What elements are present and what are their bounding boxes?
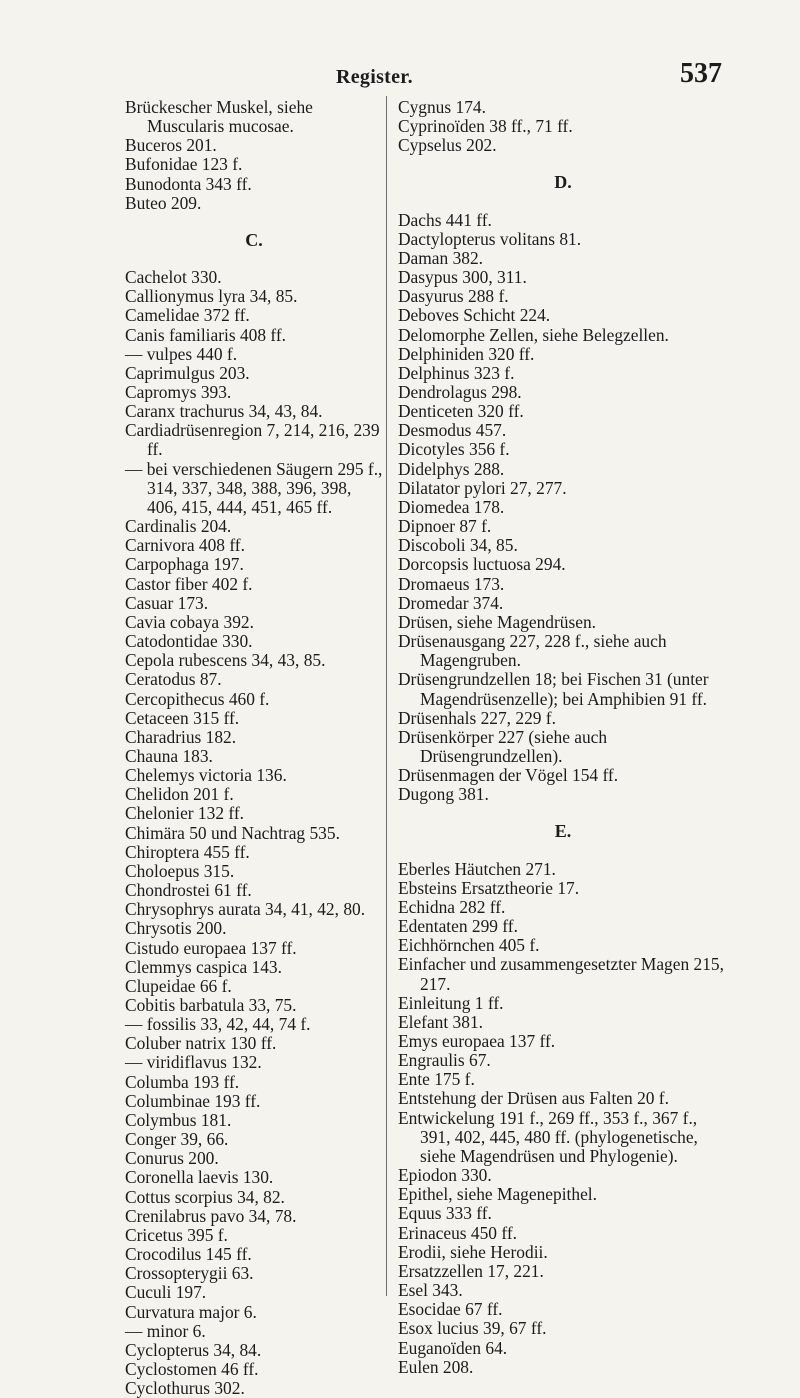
- section-letter: D.: [554, 172, 572, 193]
- index-entry: Buceros 201.: [125, 135, 217, 156]
- index-entry: Dendrolagus 298.: [398, 382, 522, 403]
- index-entry: Cottus scorpius 34, 82.: [125, 1186, 285, 1207]
- index-entry: Bunodonta 343 ff.: [125, 173, 252, 194]
- index-entry: Chelidon 201 f.: [125, 784, 234, 805]
- index-entry: Cavia cobaya 392.: [125, 611, 254, 632]
- index-entry: Clupeidae 66 f.: [125, 975, 232, 996]
- index-entry: Dasyurus 288 f.: [398, 286, 509, 307]
- index-entry: Chelonier 132 ff.: [125, 803, 244, 824]
- index-entry: Dicotyles 356 f.: [398, 439, 510, 460]
- index-entry: Ebsteins Ersatztheorie 17.: [398, 877, 580, 898]
- index-entry: Delphinus 323 f.: [398, 362, 515, 383]
- index-entry: Cardinalis 204.: [125, 516, 232, 537]
- index-entry: Columbinae 193 ff.: [125, 1090, 261, 1111]
- section-letter: E.: [554, 821, 572, 842]
- index-entry: Cachelot 330.: [125, 267, 222, 288]
- index-entry: Euganoïden 64.: [398, 1337, 508, 1358]
- index-entry: Entwickelung 191 f., 269 ff., 353 f., 367 f., 391, 402, 445, 480 ff. (phylogenetische, siehe Magendrüsen und Phylogenie).: [398, 1107, 698, 1166]
- index-entry: Canis familiaris 408 ff.: [125, 324, 286, 345]
- index-entry: Colymbus 181.: [125, 1109, 232, 1130]
- index-entry: Cygnus 174.: [398, 97, 486, 117]
- index-entry: Cercopithecus 460 f.: [125, 688, 270, 709]
- index-entry: Crocodilus 145 ff.: [125, 1244, 252, 1265]
- index-entry: Clemmys caspica 143.: [125, 956, 282, 977]
- index-entry: Columba 193 ff.: [125, 1071, 240, 1092]
- index-entry: Cyclostomen 46 ff.: [125, 1358, 259, 1379]
- index-entry: Bufonidae 123 f.: [125, 154, 243, 175]
- index-entry: Delomorphe Zellen, siehe Belegzellen.: [398, 324, 669, 345]
- index-entry: Einleitung 1 ff.: [398, 992, 504, 1013]
- index-entry: — bei verschiedenen Säugern 295 f., 314, 337, 348, 388, 396, 398, 406, 415, 444, 451, 465 ff.: [125, 458, 383, 517]
- index-entry: Conurus 200.: [125, 1148, 219, 1169]
- index-entry: Cyclopterus 34, 84.: [125, 1339, 262, 1360]
- index-entry: Cypselus 202.: [398, 135, 497, 156]
- index-entry: Desmodus 457.: [398, 420, 507, 441]
- index-entry: Coronella laevis 130.: [125, 1167, 274, 1188]
- index-entry: Cepola rubescens 34, 43, 85.: [125, 650, 326, 671]
- index-entry: Dachs 441 ff.: [398, 209, 492, 230]
- index-entry: Dasypus 300, 311.: [398, 267, 527, 288]
- index-entry: Buteo 209.: [125, 192, 202, 213]
- index-entry: Dugong 381.: [398, 784, 489, 805]
- index-entry: Chrysophrys aurata 34, 41, 42, 80.: [125, 899, 366, 920]
- index-entry: Esel 343.: [398, 1280, 463, 1301]
- index-entry: Dipnoer 87 f.: [398, 516, 492, 537]
- index-entry: Drüsenhals 227, 229 f.: [398, 707, 556, 728]
- index-entry: Chimära 50 und Nachtrag 535.: [125, 822, 340, 843]
- index-entry: Cobitis barbatula 33, 75.: [125, 995, 297, 1016]
- index-entry: Emys europaea 137 ff.: [398, 1031, 556, 1051]
- index-entry: Erodii, siehe Herodii.: [398, 1241, 548, 1262]
- index-entry: Elefant 381.: [398, 1011, 483, 1032]
- section-letter: C.: [245, 229, 263, 250]
- index-entry: Esocidae 67 ff.: [398, 1299, 503, 1320]
- index-entry: Cistudo europaea 137 ff.: [125, 937, 297, 958]
- index-entry: Engraulis 67.: [398, 1050, 491, 1071]
- index-entry: Cyclothurus 302.: [125, 1378, 245, 1398]
- index-entry: Equus 333 ff.: [398, 1203, 492, 1224]
- index-entry: Eulen 208.: [398, 1356, 474, 1377]
- page-number: 537: [680, 58, 722, 89]
- index-entry: Echidna 282 ff.: [398, 896, 506, 917]
- index-entry: Cetaceen 315 ff.: [125, 707, 240, 728]
- index-entry: Castor fiber 402 f.: [125, 573, 253, 594]
- index-entry: Drüsenausgang 227, 228 f., siehe auch Magengruben.: [398, 631, 667, 671]
- index-entry: Ersatzzellen 17, 221.: [398, 1260, 544, 1281]
- index-column-left: [125, 98, 383, 1398]
- index-entry: Epiodon 330.: [398, 1165, 492, 1186]
- index-entry: Didelphys 288.: [398, 458, 505, 479]
- index-entry: Charadrius 182.: [125, 726, 237, 747]
- index-entry: Ceratodus 87.: [125, 669, 222, 690]
- index-entry: — fossilis 33, 42, 44, 74 f.: [125, 1014, 311, 1035]
- index-entry: Denticeten 320 ff.: [398, 401, 524, 422]
- index-entry: Erinaceus 450 ff.: [398, 1222, 517, 1243]
- index-entry: Conger 39, 66.: [125, 1129, 229, 1150]
- index-entry: Drüsenkörper 227 (siehe auch Drüsengrundzellen).: [398, 726, 608, 766]
- page-header: [0, 58, 800, 102]
- index-entry: Callionymus lyra 34, 85.: [125, 286, 298, 307]
- index-entry: Choloepus 315.: [125, 860, 235, 881]
- index-entry: Caranx trachurus 34, 43, 84.: [125, 401, 323, 422]
- index-entry: — minor 6.: [125, 1320, 206, 1341]
- index-entry: Capromys 393.: [125, 382, 232, 403]
- index-entry: Brückescher Muskel, siehe Muscularis mucosae.: [125, 97, 313, 137]
- index-entry: Caprimulgus 203.: [125, 362, 250, 383]
- index-entry: Drüsengrundzellen 18; bei Fischen 31 (unter Magendrüsenzelle); bei Amphibien 91 ff.: [398, 669, 709, 709]
- index-entry: Casuar 173.: [125, 592, 209, 613]
- index-entry: Eberles Häutchen 271.: [398, 858, 556, 879]
- index-entry: Chauna 183.: [125, 745, 213, 766]
- index-entry: Crossopterygii 63.: [125, 1263, 254, 1284]
- running-title: Register.: [336, 66, 413, 88]
- index-entry: Esox lucius 39, 67 ff.: [398, 1318, 547, 1339]
- index-column-right: [398, 98, 728, 1377]
- index-entry: Drüsenmagen der Vögel 154 ff.: [398, 765, 619, 786]
- index-entry: Chrysotis 200.: [125, 918, 227, 939]
- index-entry: Chiroptera 455 ff.: [125, 841, 250, 862]
- index-entry: Drüsen, siehe Magendrüsen.: [398, 611, 597, 632]
- index-entry: Edentaten 299 ff.: [398, 916, 518, 937]
- column-divider: [386, 96, 387, 1296]
- index-entry: Epithel, siehe Magenepithel.: [398, 1184, 597, 1205]
- index-entry: Diomedea 178.: [398, 496, 505, 517]
- index-entry: Entstehung der Drüsen aus Falten 20 f.: [398, 1088, 669, 1109]
- index-entry: Cyprinoïden 38 ff., 71 ff.: [398, 116, 573, 137]
- index-entry: Crenilabrus pavo 34, 78.: [125, 1205, 297, 1226]
- index-entry: — viridiflavus 132.: [125, 1052, 262, 1073]
- index-entry: Dactylopterus volitans 81.: [398, 228, 582, 249]
- index-entry: Chelemys victoria 136.: [125, 765, 287, 786]
- index-entry: — vulpes 440 f.: [125, 343, 238, 364]
- index-entry: Dromedar 374.: [398, 592, 504, 613]
- index-entry: Einfacher und zusammengesetzter Magen 215, 217.: [398, 954, 724, 994]
- index-entry: Daman 382.: [398, 247, 484, 268]
- index-entry: Ente 175 f.: [398, 1069, 475, 1090]
- index-entry: Discoboli 34, 85.: [398, 535, 518, 556]
- index-entry: Cuculi 197.: [125, 1282, 207, 1303]
- index-entry: Eichhörnchen 405 f.: [398, 935, 540, 956]
- index-entry: Deboves Schicht 224.: [398, 305, 551, 326]
- index-entry: Dromaeus 173.: [398, 573, 505, 594]
- index-entry: Dilatator pylori 27, 277.: [398, 477, 567, 498]
- index-entry: Coluber natrix 130 ff.: [125, 1033, 277, 1054]
- index-entry: Catodontidae 330.: [125, 631, 253, 652]
- index-entry: Camelidae 372 ff.: [125, 305, 250, 326]
- index-entry: Chondrostei 61 ff.: [125, 880, 252, 901]
- index-entry: Carnivora 408 ff.: [125, 535, 245, 556]
- index-entry: Carpophaga 197.: [125, 554, 244, 575]
- index-entry: Curvatura major 6.: [125, 1301, 257, 1322]
- index-entry: Dorcopsis luctuosa 294.: [398, 554, 566, 575]
- index-entry: Delphiniden 320 ff.: [398, 343, 535, 364]
- index-entry: Cardiadrüsenregion 7, 214, 216, 239 ff.: [125, 420, 380, 460]
- index-entry: Cricetus 395 f.: [125, 1224, 228, 1245]
